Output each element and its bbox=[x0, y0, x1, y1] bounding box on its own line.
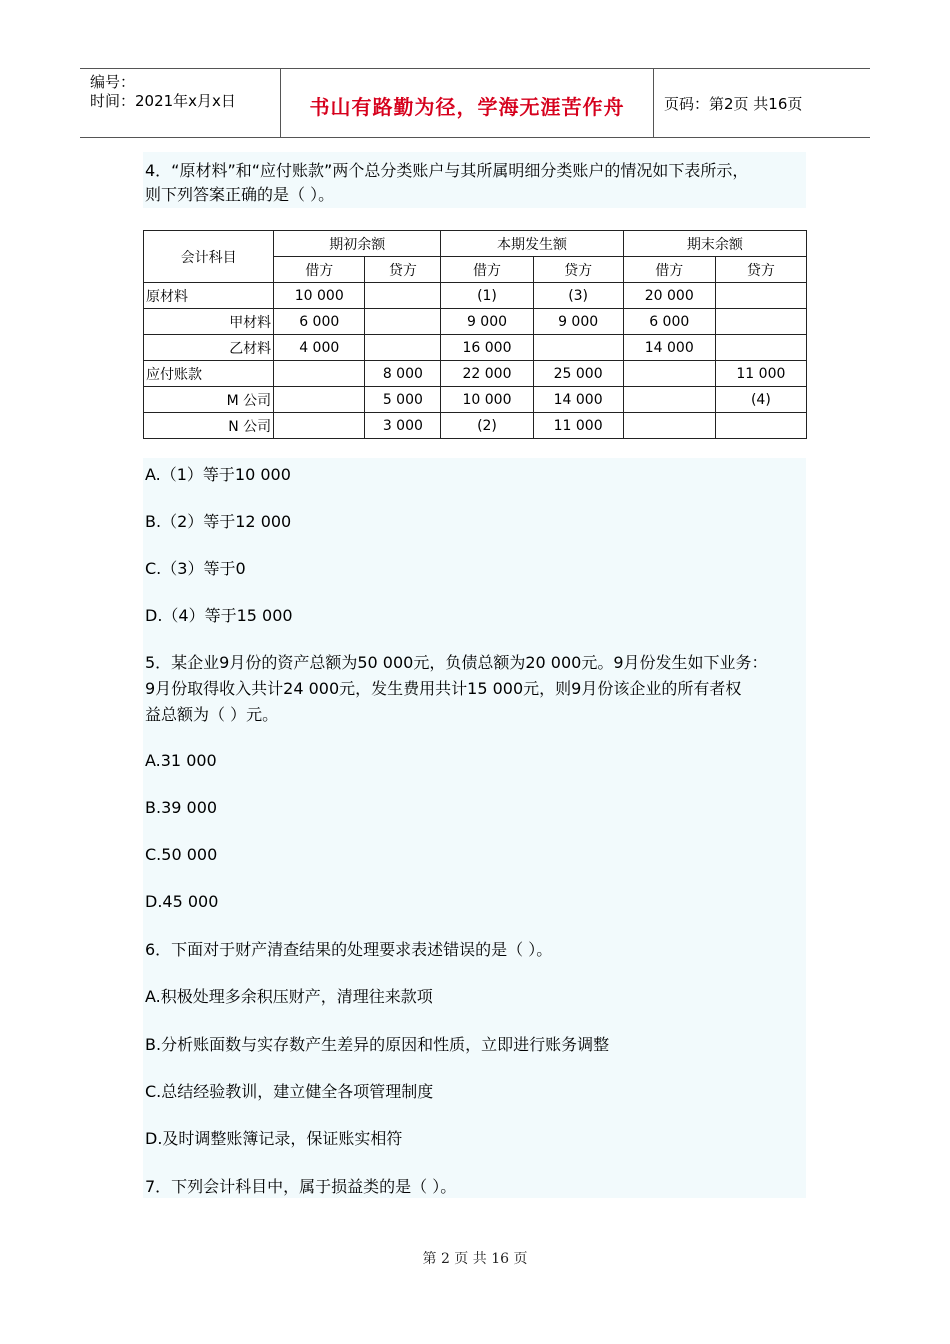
table-cell bbox=[365, 309, 441, 335]
table-cell: 10 000 bbox=[274, 283, 365, 309]
table-cell bbox=[274, 387, 365, 413]
q5-option-c: C.50 000 bbox=[145, 845, 218, 864]
table-row bbox=[144, 387, 807, 413]
header-closing-balance: 期末余额 bbox=[623, 231, 806, 257]
table-cell: (3) bbox=[533, 283, 623, 309]
q4-option-a: A.（1）等于10 000 bbox=[145, 465, 291, 484]
q6-stem: 6．下面对于财产清查结果的处理要求表述错误的是（ ）。 bbox=[145, 940, 553, 959]
header-debit: 借方 bbox=[441, 257, 533, 283]
table-cell: (2) bbox=[441, 413, 533, 439]
q4-option-d: D.（4）等于15 000 bbox=[145, 606, 293, 625]
table-cell: (1) bbox=[441, 283, 533, 309]
document-number-label: 编号： bbox=[90, 73, 136, 91]
q5-stem-line2: 9月份取得收入共计24 000元，发生费用共计15 000元，则9月份该企业的所有者权 bbox=[145, 679, 742, 698]
page-header bbox=[80, 68, 870, 138]
table-cell: 6 000 bbox=[623, 309, 715, 335]
table-cell: 16 000 bbox=[441, 335, 533, 361]
row-label: 甲材料 bbox=[144, 309, 274, 335]
header-debit: 借方 bbox=[274, 257, 365, 283]
page-info: 页码：第2页 共16页 bbox=[664, 95, 803, 113]
q4-stem-line1: 4．“原材料”和“应付账款”两个总分类账户与其所属明细分类账户的情况如下表所示， bbox=[145, 161, 749, 180]
table-row bbox=[144, 361, 807, 387]
table-header-row bbox=[144, 231, 807, 257]
table-cell: 22 000 bbox=[441, 361, 533, 387]
q5-option-a: A.31 000 bbox=[145, 751, 217, 770]
table-cell: 9 000 bbox=[441, 309, 533, 335]
q4-stem-line2: 则下列答案正确的是（ ）。 bbox=[145, 185, 335, 204]
q6-option-c: C.总结经验教训，建立健全各项管理制度 bbox=[145, 1082, 434, 1101]
table-row bbox=[144, 283, 807, 309]
table-cell: 11 000 bbox=[533, 413, 623, 439]
table-cell bbox=[623, 413, 715, 439]
row-label: 应付账款 bbox=[144, 361, 274, 387]
q6-option-d: D.及时调整账簿记录，保证账实相符 bbox=[145, 1129, 403, 1148]
header-current-amount: 本期发生额 bbox=[441, 231, 623, 257]
table-cell bbox=[623, 361, 715, 387]
q7-stem: 7．下列会计科目中，属于损益类的是（ ）。 bbox=[145, 1177, 457, 1196]
table-cell bbox=[533, 335, 623, 361]
header-motto-cell bbox=[281, 69, 654, 137]
table-cell: 14 000 bbox=[623, 335, 715, 361]
header-opening-balance: 期初余额 bbox=[274, 231, 441, 257]
table-cell: 6 000 bbox=[274, 309, 365, 335]
account-table bbox=[143, 230, 807, 439]
row-label: 乙材料 bbox=[144, 335, 274, 361]
header-credit: 贷方 bbox=[365, 257, 441, 283]
table-row bbox=[144, 335, 807, 361]
row-label: 原材料 bbox=[144, 283, 274, 309]
table-cell: 3 000 bbox=[365, 413, 441, 439]
table-cell: 11 000 bbox=[715, 361, 806, 387]
q6-option-a: A.积极处理多余积压财产，清理往来款项 bbox=[145, 987, 433, 1006]
table-cell bbox=[623, 387, 715, 413]
table-cell: 8 000 bbox=[365, 361, 441, 387]
q4-option-c: C.（3）等于0 bbox=[145, 559, 246, 578]
table-cell: 25 000 bbox=[533, 361, 623, 387]
table-cell: (4) bbox=[715, 387, 806, 413]
table-cell bbox=[715, 335, 806, 361]
q5-option-b: B.39 000 bbox=[145, 798, 218, 817]
document-date-label: 时间：2021年x月x日 bbox=[90, 92, 236, 110]
row-label: N 公司 bbox=[144, 413, 274, 439]
table-row bbox=[144, 413, 807, 439]
header-page-cell bbox=[654, 69, 870, 137]
q4-option-b: B.（2）等于12 000 bbox=[145, 512, 292, 531]
row-label: M 公司 bbox=[144, 387, 274, 413]
q5-option-d: D.45 000 bbox=[145, 892, 219, 911]
table-cell bbox=[365, 283, 441, 309]
q5-stem-line1: 5．某企业9月份的资产总额为50 000元，负债总额为20 000元。9月份发生如下业务： bbox=[145, 653, 768, 672]
table-cell: 4 000 bbox=[274, 335, 365, 361]
page-footer: 第 2 页 共 16 页 bbox=[422, 1251, 528, 1267]
table-cell: 9 000 bbox=[533, 309, 623, 335]
table-cell bbox=[715, 283, 806, 309]
header-credit: 贷方 bbox=[533, 257, 623, 283]
table-row bbox=[144, 309, 807, 335]
q6-option-b: B.分析账面数与实存数产生差异的原因和性质，立即进行账务调整 bbox=[145, 1035, 610, 1054]
header-info-cell bbox=[80, 69, 281, 137]
motto: 书山有路勤为径，学海无涯苦作舟 bbox=[309, 95, 625, 119]
table-cell bbox=[365, 335, 441, 361]
table-cell bbox=[715, 309, 806, 335]
table-cell: 10 000 bbox=[441, 387, 533, 413]
q5-stem-line3: 益总额为（ ）元。 bbox=[145, 705, 279, 724]
table-cell: 5 000 bbox=[365, 387, 441, 413]
table-cell bbox=[715, 413, 806, 439]
table-cell bbox=[274, 361, 365, 387]
header-debit: 借方 bbox=[623, 257, 715, 283]
table-cell: 14 000 bbox=[533, 387, 623, 413]
table-cell: 20 000 bbox=[623, 283, 715, 309]
table-cell bbox=[274, 413, 365, 439]
header-credit: 贷方 bbox=[715, 257, 806, 283]
header-subject: 会计科目 bbox=[144, 231, 274, 283]
